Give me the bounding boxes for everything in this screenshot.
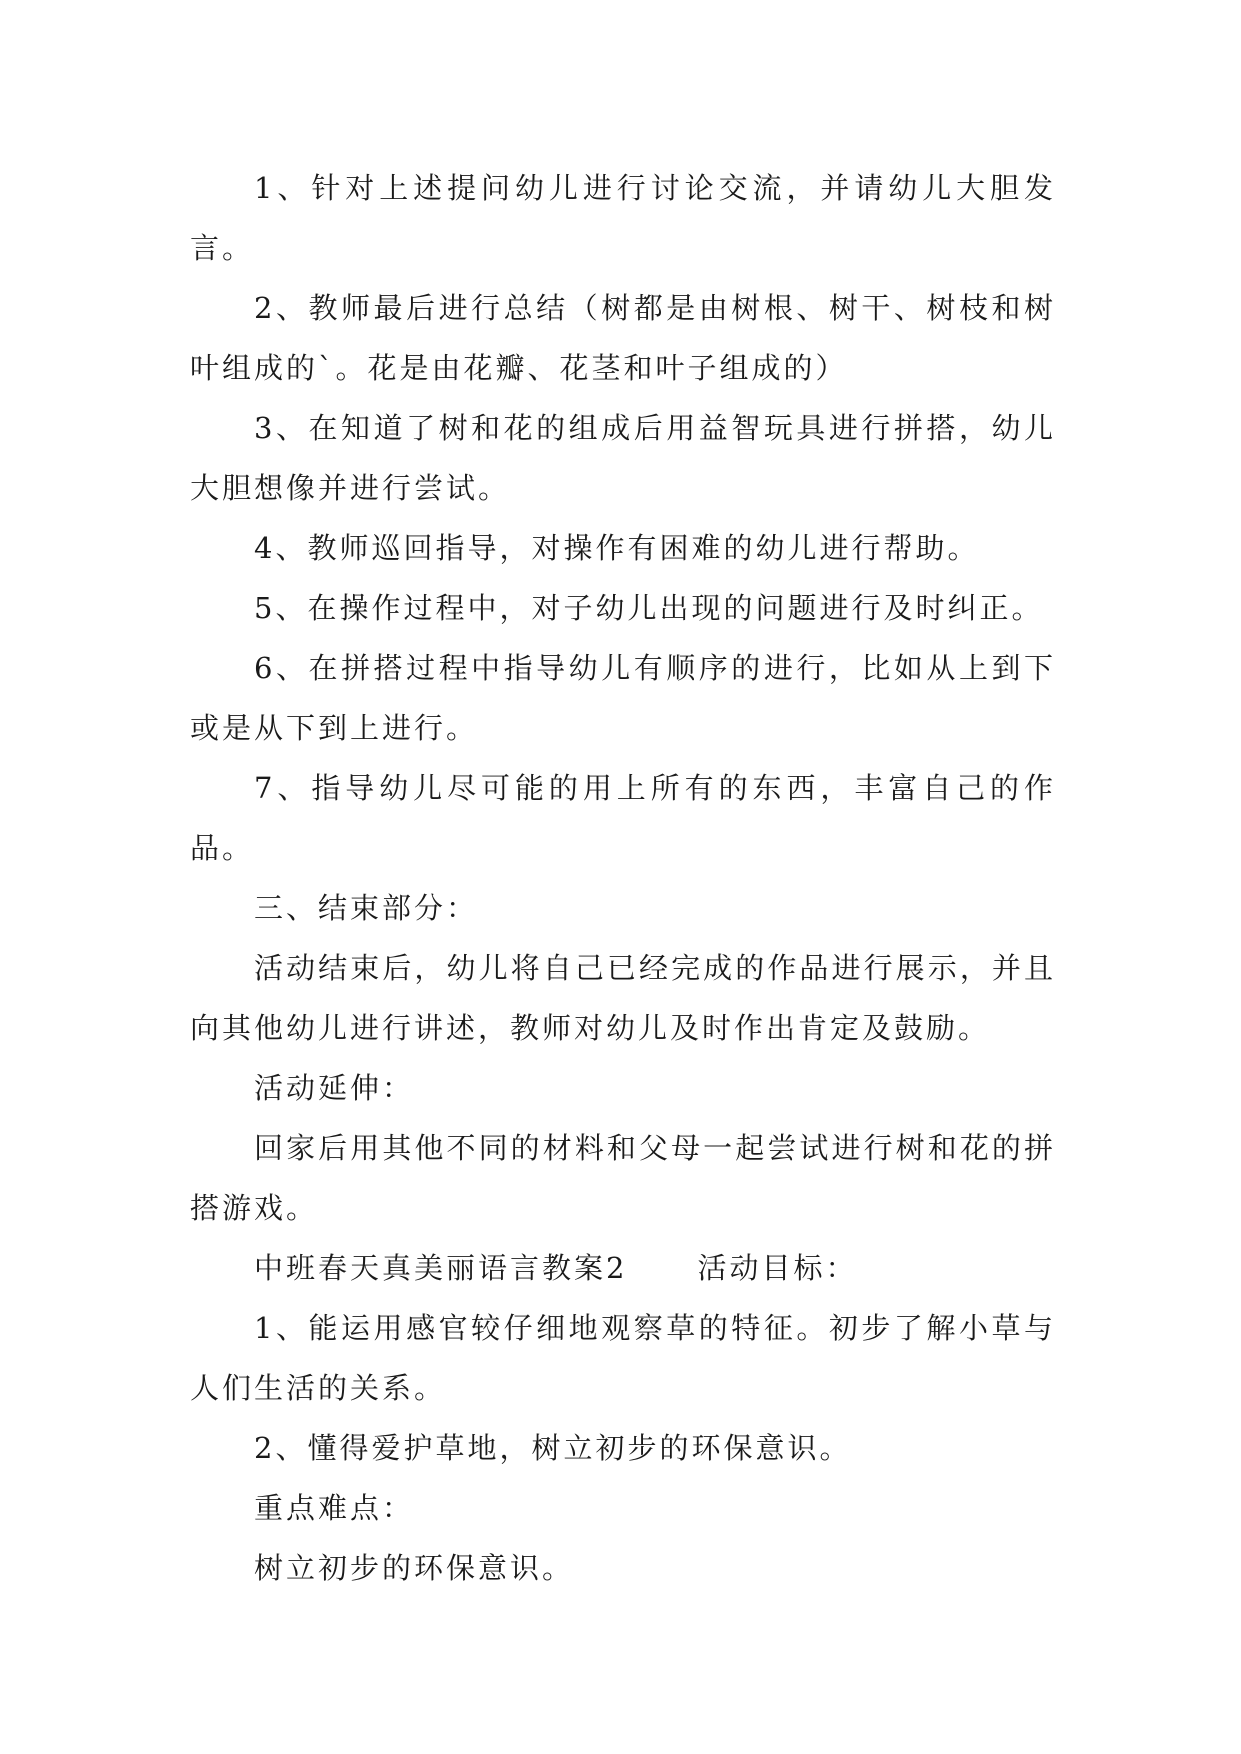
lesson-title: 中班春天真美丽语言教案2 [254, 1251, 628, 1285]
paragraph-step-3: 3、在知道了树和花的组成后用益智玩具进行拼搭，幼儿大胆想像并进行尝试。 [190, 411, 1056, 505]
paragraph-key-points: 树立初步的环保意识。 [254, 1551, 575, 1585]
section-heading-ending: 三、结束部分： [254, 891, 479, 925]
document-body [190, 158, 1056, 1598]
paragraph-ending: 活动结束后，幼儿将自己已经完成的作品进行展示，并且向其他幼儿进行讲述，教师对幼儿及时作出肯定及鼓励。 [190, 951, 1056, 1045]
paragraph-step-6: 6、在拼搭过程中指导幼儿有顺序的进行，比如从上到下或是从下到上进行。 [190, 651, 1056, 745]
paragraph-step-7: 7、指导幼儿尽可能的用上所有的东西，丰富自己的作品。 [190, 771, 1056, 865]
paragraph-objective-2: 2、懂得爱护草地，树立初步的环保意识。 [254, 1431, 852, 1465]
paragraph-objective-1: 1、能运用感官较仔细地观察草的特征。初步了解小草与人们生活的关系。 [190, 1311, 1056, 1405]
section-heading-extension: 活动延伸： [254, 1071, 415, 1105]
paragraph-step-1: 1、针对上述提问幼儿进行讨论交流，并请幼儿大胆发言。 [190, 171, 1056, 265]
lesson-title-line [190, 1238, 1056, 1298]
section-heading-key-points: 重点难点： [254, 1491, 415, 1525]
paragraph-extension: 回家后用其他不同的材料和父母一起尝试进行树和花的拼搭游戏。 [190, 1131, 1056, 1225]
paragraph-step-2: 2、教师最后进行总结（树都是由树根、树干、树枝和树叶组成的`。花是由花瓣、花茎和叶子组成的） [190, 291, 1056, 385]
paragraph-step-5: 5、在操作过程中，对子幼儿出现的问题进行及时纠正。 [254, 591, 1044, 625]
objectives-heading: 活动目标： [697, 1251, 858, 1285]
paragraph-step-4: 4、教师巡回指导，对操作有困难的幼儿进行帮助。 [254, 531, 980, 565]
